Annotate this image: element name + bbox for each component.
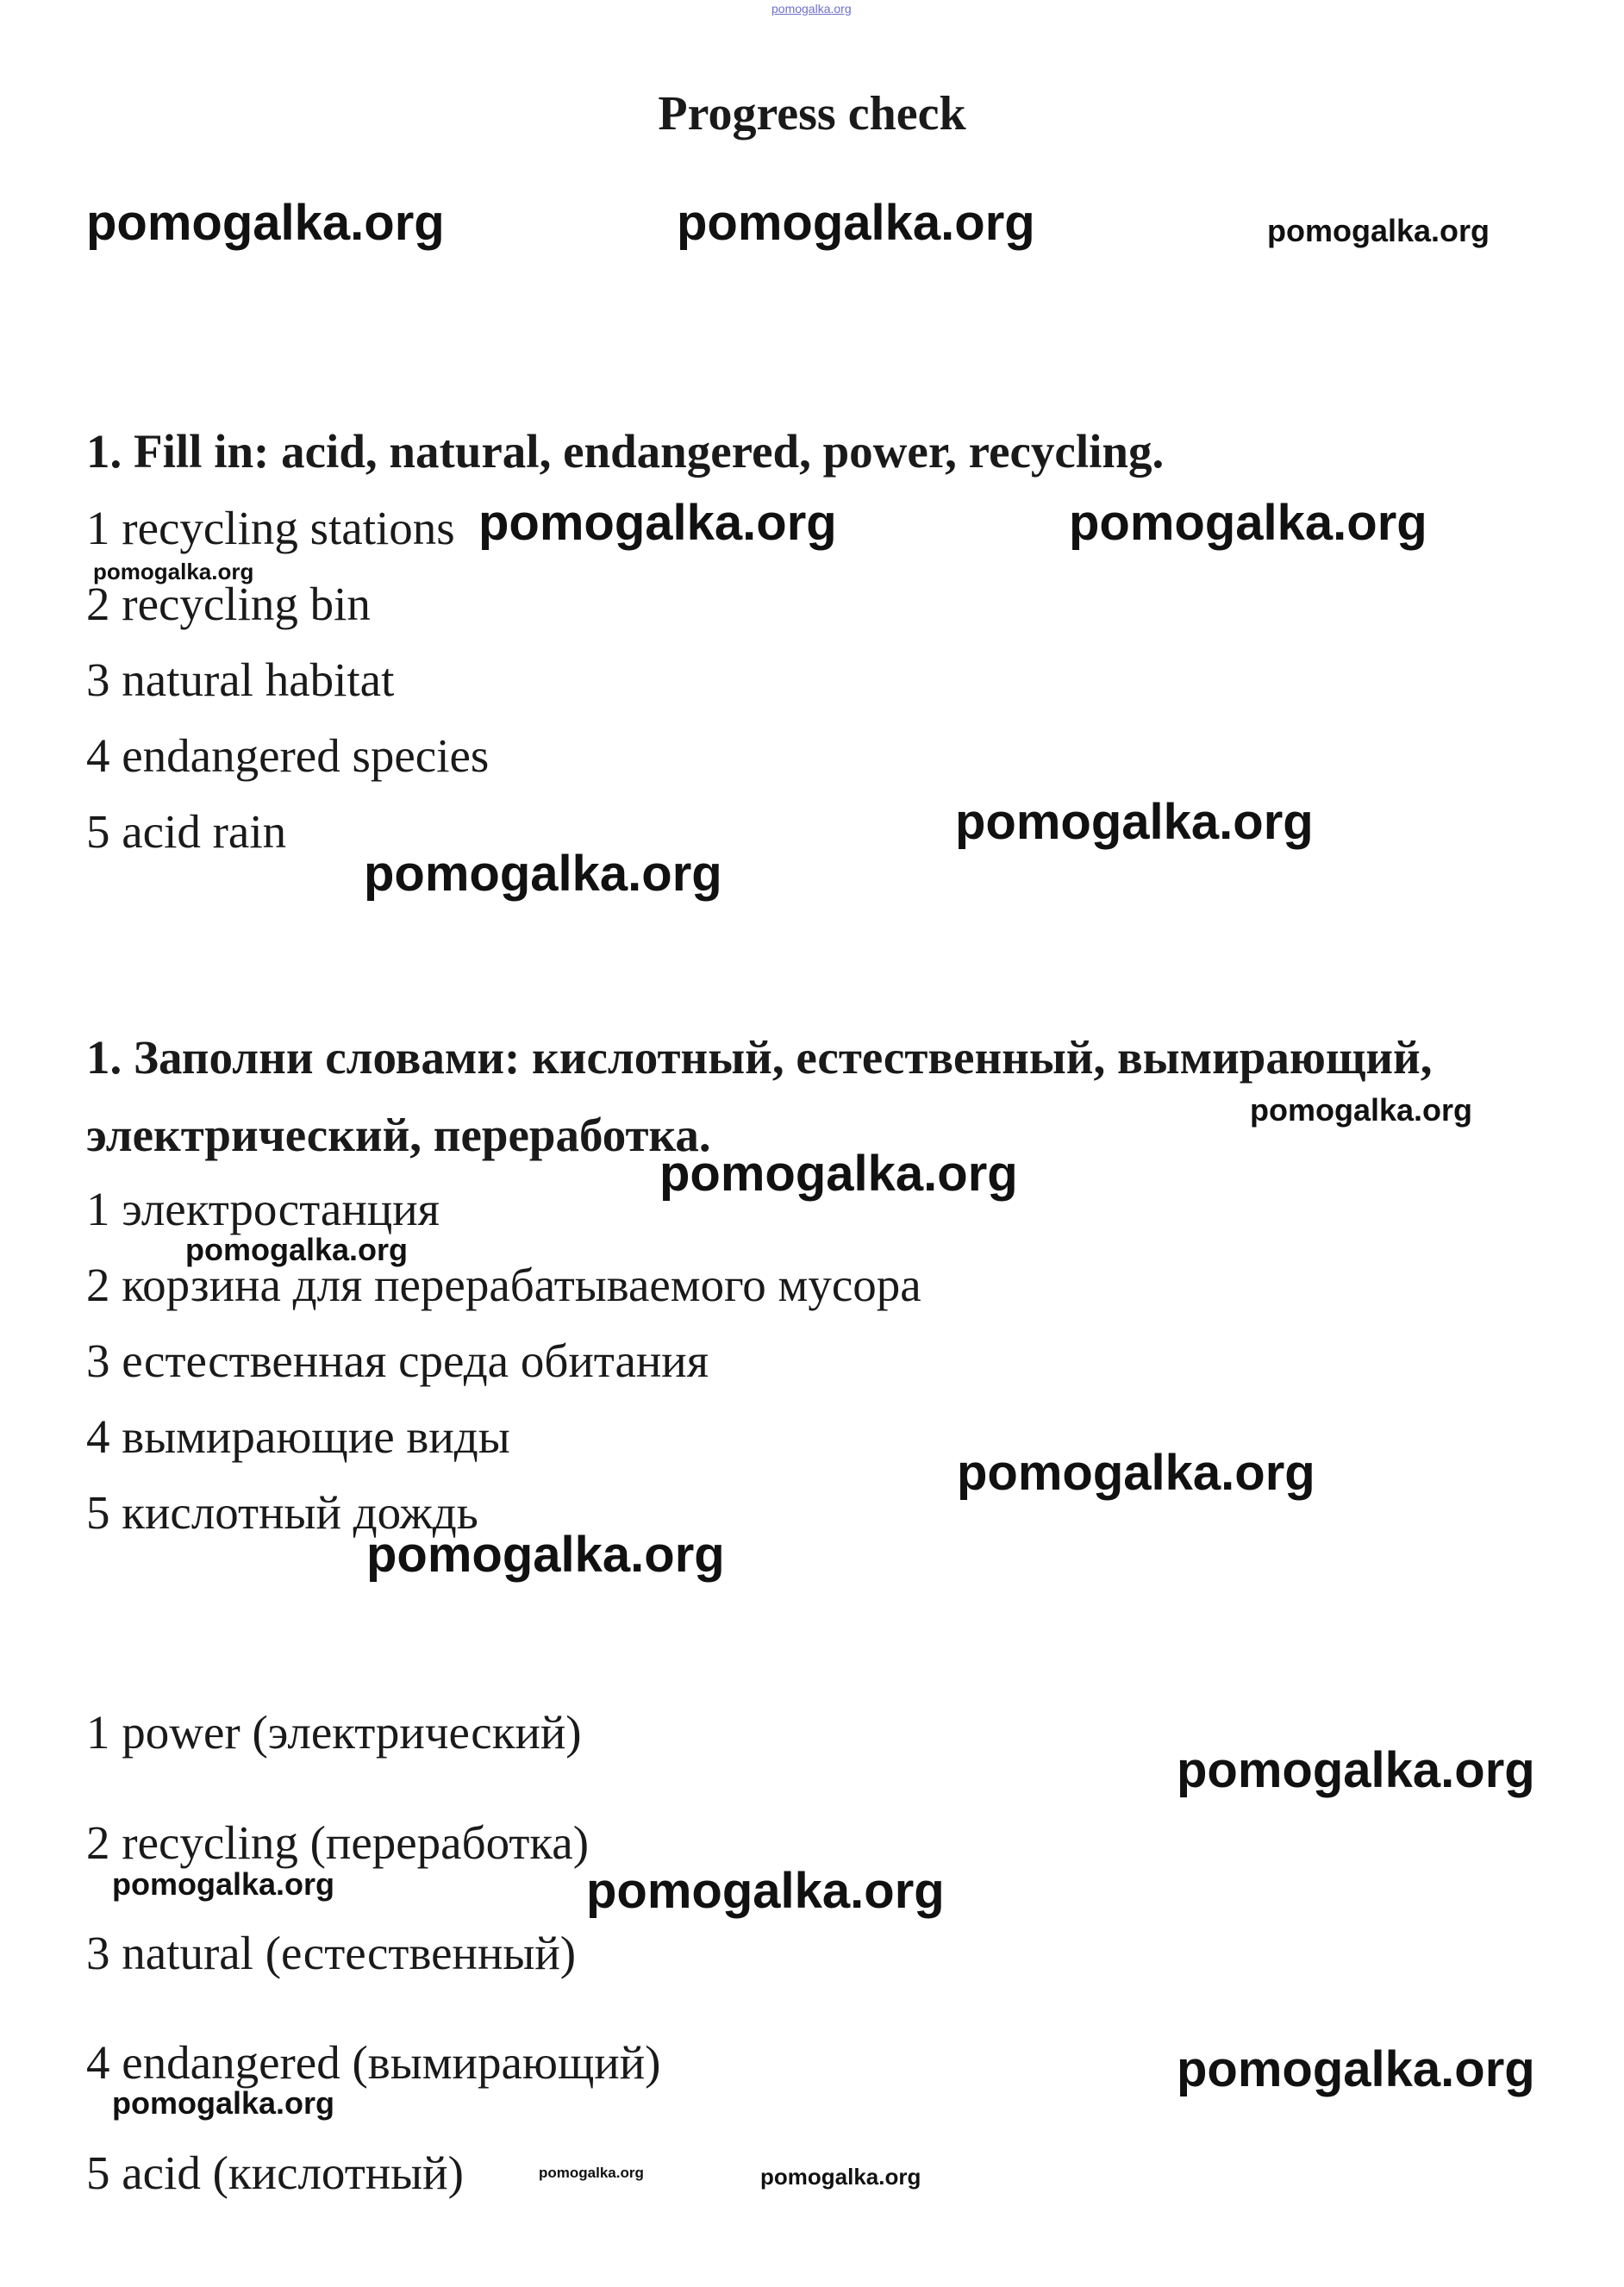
watermark: pomogalka.org: [112, 2085, 335, 2121]
exercise-item-ru-1: 1 электростанция: [86, 1183, 440, 1235]
watermark: pomogalka.org: [677, 195, 1035, 251]
answer-item-5: 5 acid (кислотный): [86, 2146, 464, 2199]
answer-item-1: 1 power (электрический): [86, 1706, 582, 1759]
exercise-item-ru-2: 2 корзина для перерабатываемого мусора: [86, 1259, 921, 1311]
exercise-item-en-5: 5 acid rain: [86, 805, 287, 858]
exercise-item-ru-4: 4 вымирающие виды: [86, 1410, 510, 1463]
watermark: pomogalka.org: [955, 794, 1314, 850]
exercise-item-en-2: 2 recycling bin: [86, 578, 371, 630]
watermark: pomogalka.org: [1177, 2041, 1535, 2097]
watermark: pomogalka.org: [539, 2165, 644, 2181]
watermark: pomogalka.org: [659, 1146, 1018, 1202]
watermark: pomogalka.org: [366, 1527, 725, 1583]
watermark: pomogalka.org: [364, 846, 722, 902]
top-watermark-link[interactable]: pomogalka.org: [771, 2, 852, 16]
watermark: pomogalka.org: [1069, 495, 1427, 551]
exercise-heading-ru-line2: электрический, переработка.: [86, 1109, 711, 1161]
answer-item-2: 2 recycling (переработка): [86, 1816, 590, 1869]
watermark: pomogalka.org: [1177, 1742, 1535, 1798]
watermark: pomogalka.org: [478, 495, 837, 551]
answer-item-4: 4 endangered (вымирающий): [86, 2036, 661, 2089]
exercise-heading-ru-line1: 1. Заполни словами: кислотный, естественный, вымирающий,: [86, 1031, 1433, 1084]
page-title: Progress check: [658, 87, 966, 141]
exercise-item-en-4: 4 endangered species: [86, 729, 490, 782]
exercise-item-ru-3: 3 естественная среда обитания: [86, 1334, 709, 1387]
exercise-item-ru-5: 5 кислотный дождь: [86, 1486, 478, 1539]
exercise-item-en-1: 1 recycling stations: [86, 502, 455, 554]
watermark: pomogalka.org: [957, 1445, 1315, 1501]
watermark: pomogalka.org: [185, 1232, 409, 1267]
watermark: pomogalka.org: [586, 1863, 945, 1919]
watermark: pomogalka.org: [93, 559, 254, 584]
watermark: pomogalka.org: [1267, 213, 1490, 248]
watermark: pomogalka.org: [1250, 1092, 1473, 1128]
exercise-item-en-3: 3 natural habitat: [86, 653, 395, 706]
answer-item-3: 3 natural (естественный): [86, 1927, 577, 1979]
watermark: pomogalka.org: [112, 1866, 335, 1902]
watermark: pomogalka.org: [86, 195, 445, 251]
exercise-heading-en: 1. Fill in: acid, natural, endangered, power, recycling.: [86, 425, 1165, 478]
watermark: pomogalka.org: [760, 2164, 921, 2190]
